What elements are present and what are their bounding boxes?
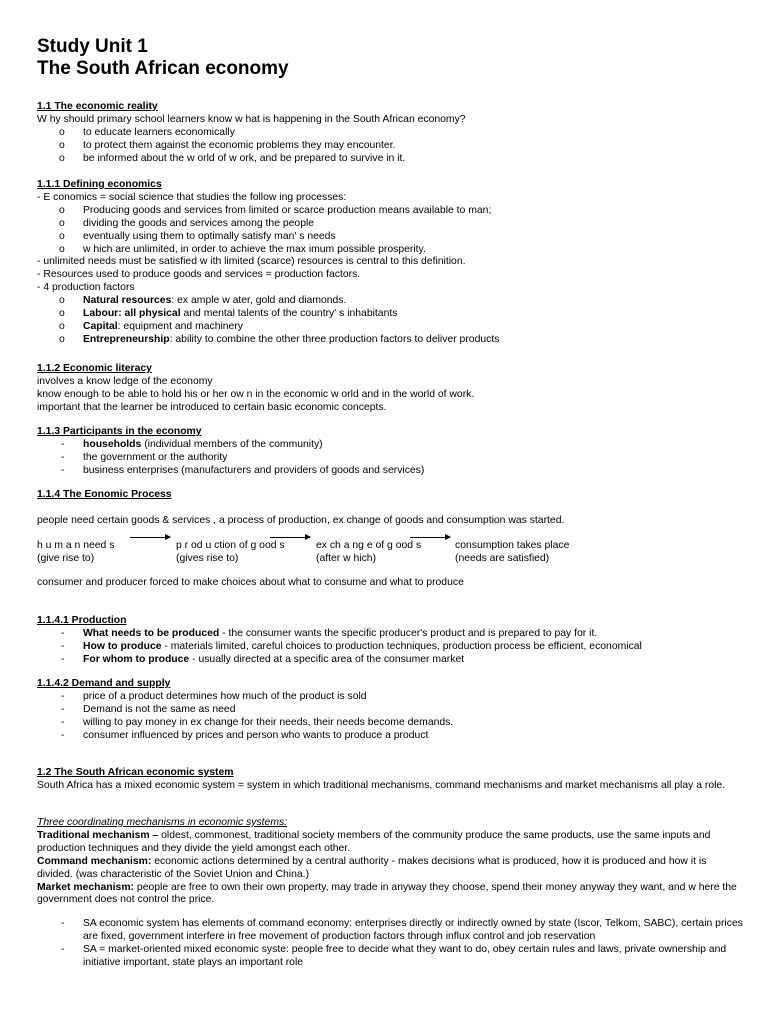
list-item: o dividing the goods and services among the people [59, 217, 315, 229]
paragraph-traditional: Traditional mechanism – oldest, commonest, traditional society members of the community produce the same products, use the same inputs and production techniques and they divide the yield amongst each other. [37, 829, 711, 854]
intro-text: - E conomics = social science that studies the follow ing processes: [37, 191, 347, 203]
section-1-1-1 [37, 179, 748, 347]
arrow-right-icon [270, 537, 310, 538]
sa-system-list [37, 918, 744, 970]
list-item: o Labour: all physical and mental talents of the country' s inhabitants [59, 308, 398, 320]
list-item: - consumer influenced by prices and person who wants to produce a product [61, 729, 429, 741]
mechanisms-block [37, 817, 744, 907]
list-item: o Capital: equipment and machinery [59, 320, 243, 332]
process-outro: consumer and producer forced to make choices about what to consume and what to produce [37, 577, 464, 588]
list-item: o w hich are unlimited, in order to achieve the max imum possible prosperity. [59, 243, 426, 255]
process-step-1: h u m a n need s (give rise to) [37, 540, 115, 564]
heading-1-2: 1.2 The South African economic system [37, 767, 234, 778]
list-item: - Demand is not the same as need [61, 703, 236, 715]
heading-1-1: 1.1 The economic reality [37, 101, 158, 112]
heading-1-1-4: 1.1.4 The Eonomic Process [37, 489, 172, 500]
list-item: o Entrepreneurship: ability to combine the other three production factors to deliver products [59, 333, 500, 345]
list-item: o to educate learners economically [59, 126, 235, 138]
arrow-right-icon [410, 537, 450, 538]
heading-1-1-4-1: 1.1.4.1 Production [37, 615, 127, 626]
paragraph-command: Command mechanism: economic actions determined by a central authority - makes decisions what is produced, how it is produced and how it is divided. (was characteristic of the Soviet Union and China.) [37, 855, 707, 880]
list-item: o Producing goods and services from limited or scarce production means available to man; [59, 204, 492, 216]
page-title [37, 36, 289, 80]
process-step-4: consumption takes place (needs are satisfied) [455, 540, 570, 564]
list-item: - SA = market-oriented mixed economic syste: people free to decide what they want to do, obey certain rules and laws, private ownership and initiative important, state plays an important role [61, 943, 727, 968]
title-line-2: The South African economy [37, 58, 289, 79]
list-item: - the government or the authority [61, 451, 228, 463]
section-1-1-4-1 [37, 615, 748, 667]
list-item: o eventually using them to optimally satisfy man' s needs [59, 230, 336, 242]
section-1-1-2 [37, 363, 748, 415]
text-line: know enough to be able to hold his or her ow n in the economic w orld and in the world of work. [37, 388, 475, 400]
process-step-2: p r od u ction of g ood s (gives rise to) [176, 540, 285, 564]
text-line: - unlimited needs must be satisfied w ith limited (scarce) resources is central to this definition. [37, 256, 466, 268]
question-text: W hy should primary school learners know w hat is happening in the South African economy? [37, 113, 466, 125]
list-item: o to protect them against the economic problems they may encounter. [59, 139, 396, 151]
text-line: important that the learner be introduced to certain basic economic concepts. [37, 401, 387, 413]
section-1-1-3 [37, 426, 748, 478]
list-item: - business enterprises (manufacturers and providers of goods and services) [61, 464, 425, 476]
list-item: - households (individual members of the community) [61, 438, 323, 450]
section-1-1-4-2 [37, 678, 748, 743]
heading-1-1-3: 1.1.3 Participants in the economy [37, 426, 202, 437]
heading-1-1-1: 1.1.1 Defining economics [37, 179, 162, 190]
list-item: - What needs to be produced - the consumer wants the specific producer's product and is prepared to pay for it. [61, 627, 598, 639]
subheading: Three coordinating mechanisms in economic systems: [37, 817, 288, 828]
list-item: - price of a product determines how much of the product is sold [61, 690, 367, 702]
text-line: involves a know ledge of the economy [37, 375, 213, 387]
section-1-2 [37, 767, 744, 793]
list-item: o Natural resources: ex ample w ater, gold and diamonds. [59, 295, 347, 307]
list-item: - willing to pay money in ex change for their needs, their needs become demands. [61, 716, 454, 728]
section-1-1-4 [37, 489, 748, 502]
section-1-1 [37, 101, 748, 166]
text-line: - 4 production factors [37, 282, 135, 294]
title-line-1: Study Unit 1 [37, 36, 148, 57]
text-line: - Resources used to produce goods and services = production factors. [37, 269, 361, 281]
list-item: - How to produce - materials limited, careful choices to production techniques, production process be efficient, economical [61, 640, 642, 652]
process-step-3: ex ch a ng e of g ood s (after w hich) [316, 540, 422, 564]
heading-1-1-4-2: 1.1.4.2 Demand and supply [37, 678, 171, 689]
arrow-right-icon [130, 537, 170, 538]
list-item: - For whom to produce - usually directed at a specific area of the consumer market [61, 653, 465, 665]
paragraph-market: Market mechanism: people are free to own their own property, may trade in anyway they choose, spend their money anyway they want, and w here the government does not control the price. [37, 881, 737, 906]
process-intro: people need certain goods & services , a process of production, ex change of goods and consumption was started. [37, 515, 565, 526]
list-item: o be informed about the w orld of w ork, and be prepared to survive in it. [59, 152, 406, 164]
list-item: - SA economic system has elements of command economy: enterprises directly or indirectly owned by state (Iscor, Telkom, SABC), certain prices are fixed, government interfere in free movement of production factors through influx control and job reservation [61, 918, 743, 942]
heading-1-1-2: 1.1.2 Economic literacy [37, 363, 152, 374]
intro-text: South Africa has a mixed economic system = system in which traditional mechanisms, command mechanisms and market mechanisms all play a role. [37, 779, 726, 791]
